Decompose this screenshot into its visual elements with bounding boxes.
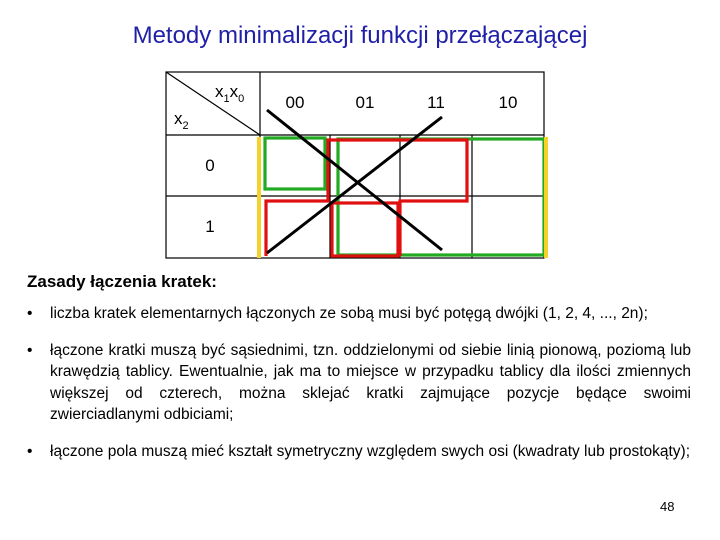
rules-list: [27, 303, 691, 462]
rule-text: łączone pola muszą mieć kształt symetryczny względem swych osi (kwadraty lub prostokąty);: [50, 442, 691, 460]
bullet-icon: •: [27, 341, 33, 359]
section-heading: Zasady łączenia kratek:: [27, 272, 217, 291]
group-red-inner: [332, 203, 398, 256]
col-header-00: 00: [285, 93, 305, 112]
list-item: [27, 340, 691, 426]
col-header-01: 01: [355, 93, 375, 112]
list-item: [27, 441, 691, 463]
row-header-1: 1: [205, 217, 215, 236]
bullet-icon: •: [27, 442, 33, 460]
group-green-small: [265, 138, 325, 189]
bullet-icon: •: [27, 305, 33, 322]
rule-text: łączone kratki muszą być sąsiednimi, tzn. oddzielonymi od siebie linią pionową, poziomą lub krawędzią tablicy. Ewentualnie, jak ma to miejsce w przypadku tablicy dla ilości zmiennych większej od czterech, można sklejać kratki zajmujące pozycje będące swoimi zwierciadlanymi odbiciami;: [50, 341, 691, 423]
rule-text: liczba kratek elementarnych łączonych ze sobą musi być potęgą dwójki (1, 2, 4, ..., 2n);: [50, 305, 648, 322]
col-var-label: $x_1x_0$: [215, 82, 245, 105]
col-header-10: 10: [498, 93, 518, 112]
page-number: 48: [660, 499, 675, 514]
group-green-large: [338, 139, 544, 255]
group-red-outer: [266, 140, 467, 256]
row-var-label: $x_2$: [174, 109, 189, 132]
slide-title: Metody minimalizacji funkcji przełączającej: [132, 22, 588, 49]
list-item: [27, 303, 691, 325]
row-header-0: 0: [205, 156, 215, 175]
col-header-11: 11: [427, 93, 445, 112]
cross-line-1: [267, 110, 442, 250]
